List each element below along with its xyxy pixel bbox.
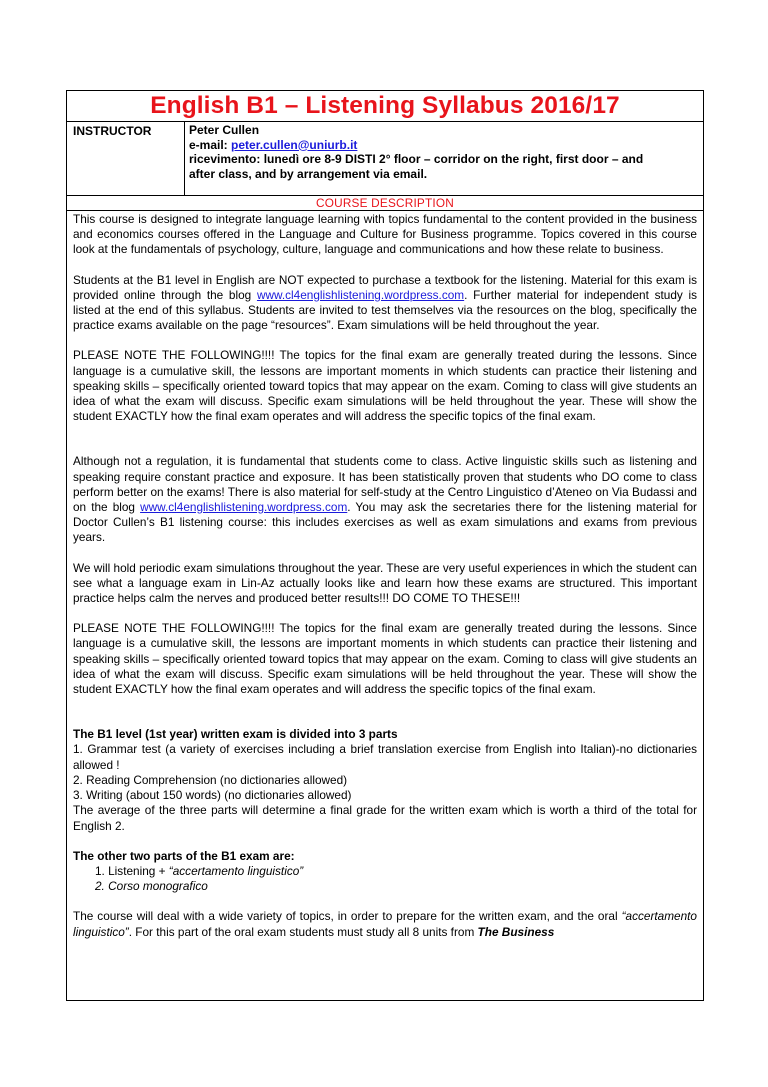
course-description-body	[67, 211, 703, 940]
paragraph-please-note-2: PLEASE NOTE THE FOLLOWING!!!! The topics for the final exam are generally treated during the lessons. Since language is a cumulative skill, the lessons are important moments in which students can practice their listening and speaking skills – specifically oriented toward topics that may appear on the exam. Coming to class will give students an idea of what the exam will discuss. Specific exam simulations will be held throughout the year. These will show the student EXACTLY how the final exam operates and will address the specific topics of the final exam.	[73, 621, 697, 697]
oral-exam-heading: The other two parts of the B1 exam are:	[73, 848, 295, 863]
written-exam-item-1: 1. Grammar test (a variety of exercises including a brief translation exercise from English into Italian)-no dictionaries allowed !	[73, 742, 697, 772]
oral-exam-item-2: 2. Corso monografico	[95, 879, 208, 894]
paragraph-attendance: Although not a regulation, it is fundamental that students come to class. Active linguistic skills such as listening and speaking require constant practice and exposure. It has been statistically proven that students who DO come to class perform better on the exams! There is also material for self-study at the Centro Linguistico d’Ateneo on Via Budassi and on the blog www.cl4englishlistening.wordpress.com. You may ask the secretaries there for the listening material for Doctor Cullen’s B1 listening course: this includes exercises as well as exam simulations and exams from previous years.	[73, 454, 697, 545]
paragraph-textbook: Students at the B1 level in English are NOT expected to purchase a textbook for the listening. Material for this exam is provided online through the blog www.cl4englishlistening.wordpress.com. Further material for independent study is listed at the end of this syllabus. Students are invited to test themselves via the resources on the blog, specifically the practice exams available on the page “resources”. Exam simulations will be held throughout the year.	[73, 272, 697, 333]
document-title: English B1 – Listening Syllabus 2016/17	[67, 91, 703, 122]
email-link[interactable]: peter.cullen@uniurb.it	[231, 137, 358, 152]
written-exam-item-2: 2. Reading Comprehension (no dictionaries allowed)	[73, 772, 348, 787]
syllabus-table	[66, 90, 704, 1001]
instructor-row	[67, 122, 703, 196]
instructor-label: INSTRUCTOR	[67, 122, 185, 195]
paragraph-intro: This course is designed to integrate language learning with topics fundamental to the content provided in the business and economics courses offered in the Language and Culture for Business programme. Topics covered in this course look at the fundamentals of psychology, culture, language and communications and how these relate to business.	[73, 212, 697, 257]
email-label: e-mail:	[189, 137, 232, 152]
instructor-name: Peter Cullen	[189, 123, 260, 137]
office-hours-line2: after class, and by arrangement via email.	[189, 166, 428, 181]
written-exam-item-3: 3. Writing (about 150 words) (no dictionaries allowed)	[73, 788, 352, 803]
written-exam-heading: The B1 level (1st year) written exam is divided into 3 parts	[73, 727, 398, 742]
oral-exam-item-1: 1. Listening + “accertamento linguistico”	[95, 863, 304, 878]
paragraph-final: The course will deal with a wide variety of topics, in order to prepare for the written exam, and the oral “accertamento linguistico”. For this part of the oral exam students must study all 8 units from The Business	[73, 909, 697, 939]
written-exam-note: The average of the three parts will determine a final grade for the written exam which is worth a third of the total for English 2.	[73, 803, 697, 833]
paragraph-please-note: PLEASE NOTE THE FOLLOWING!!!! The topics for the final exam are generally treated during the lessons. Since language is a cumulative skill, the lessons are important moments in which students can practice their listening and speaking skills – specifically oriented toward topics that may appear on the exam. Coming to class will give students an idea of what the exam will discuss. Specific exam simulations will be held throughout the year. These will show the student EXACTLY how the final exam operates and will address the specific topics of the final exam.	[73, 348, 697, 424]
instructor-email-line	[189, 138, 703, 153]
paragraph-simulations: We will hold periodic exam simulations throughout the year. These are very useful experiences in which the student can see what a language exam in Lin-Az actually looks like and learn how these exams are structured. This important practice helps calm the nerves and produced better results!!! DO COME TO THESE!!!	[73, 560, 697, 606]
course-description-heading: COURSE DESCRIPTION	[67, 196, 703, 211]
office-hours-line1: ricevimento: lunedì ore 8-9 DISTI 2° floor – corridor on the right, first door – and	[189, 152, 644, 167]
blog-link-2[interactable]: www.cl4englishlistening.wordpress.com	[140, 500, 348, 515]
blog-link[interactable]: www.cl4englishlistening.wordpress.com	[256, 287, 465, 302]
instructor-details	[185, 122, 703, 195]
